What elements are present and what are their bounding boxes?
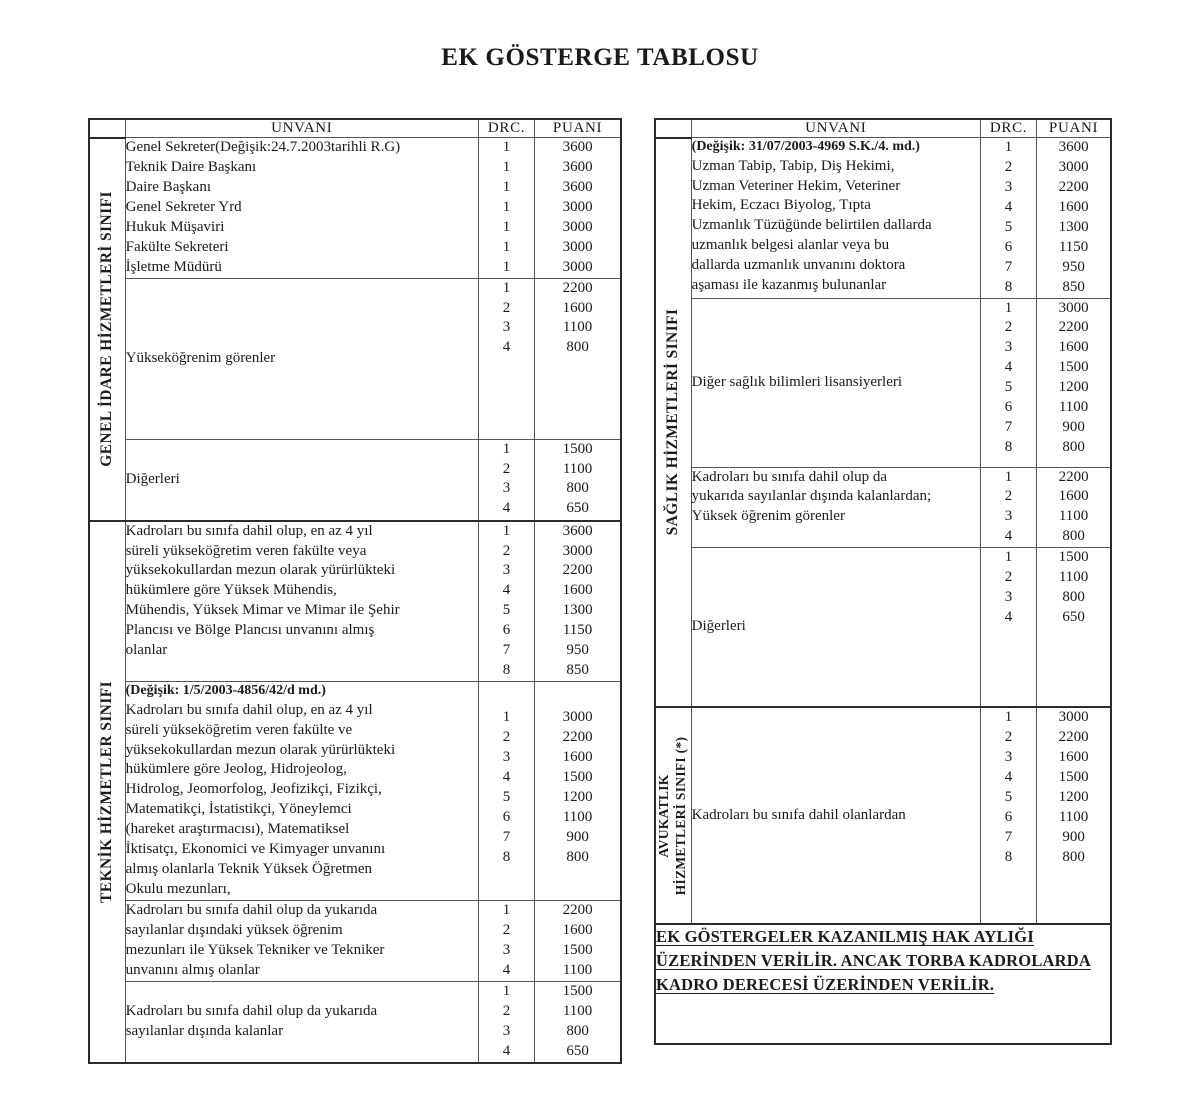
title-cell xyxy=(125,138,478,279)
table-row xyxy=(89,521,621,682)
points-value: 3000 xyxy=(562,258,593,275)
title-line: Kadroları bu sınıfa dahil olup, en az 4 yıl xyxy=(125,701,373,718)
title-cell xyxy=(691,467,980,548)
points-cell xyxy=(1037,467,1111,548)
title-cell xyxy=(691,298,980,467)
degree-value: 2 xyxy=(502,729,511,745)
points-value: 1100 xyxy=(562,460,593,477)
degree-value: 3 xyxy=(1004,589,1013,606)
title-line: Kadroları bu sınıfa dahil olup da xyxy=(691,468,888,485)
degree-value: 3 xyxy=(502,480,511,497)
class-label-text: TEKNİK HİZMETLER SINIFI xyxy=(98,680,116,903)
degree-value: 3 xyxy=(1004,178,1013,195)
title-line: Kadroları bu sınıfa dahil olup da yukarıda xyxy=(125,902,378,919)
points-value: 1200 xyxy=(1058,379,1089,396)
class-label-text: SAĞLIK HİZMETLERİ SINIFI xyxy=(664,309,682,536)
points-value: 900 xyxy=(1062,828,1085,845)
degree-cell xyxy=(478,278,534,439)
degree-cell xyxy=(478,521,534,682)
points-value: 950 xyxy=(1062,258,1085,275)
footer-note xyxy=(655,924,1111,1044)
degree-value: 5 xyxy=(1004,379,1013,396)
points-cell xyxy=(1037,138,1111,299)
page-title: EK GÖSTERGE TABLOSU xyxy=(441,44,759,71)
title-line: hükümlere göre Yüksek Mühendis, xyxy=(125,582,337,599)
points-value: 1100 xyxy=(562,808,593,825)
degree-cell xyxy=(478,901,534,982)
class-label-stack xyxy=(656,736,690,895)
points-value: 3000 xyxy=(562,198,593,215)
title-line: almış olanlarla Teknik Yüksek Öğretmen xyxy=(125,861,373,878)
degree-value: 7 xyxy=(1004,258,1013,275)
degree-cell xyxy=(980,548,1036,708)
degree-cell xyxy=(478,682,534,901)
degree-value: 8 xyxy=(1004,439,1013,456)
column-header-puani: PUANI xyxy=(535,119,621,138)
table-row xyxy=(655,467,1111,548)
degree-cell xyxy=(478,138,534,279)
points-value: 1600 xyxy=(562,921,593,938)
degree-value: 4 xyxy=(1004,359,1013,376)
title-line: mezunları ile Yüksek Tekniker ve Tekniker xyxy=(125,941,385,958)
points-value: 1150 xyxy=(1058,238,1089,255)
degree-value: 6 xyxy=(1004,238,1013,255)
points-cell xyxy=(1037,298,1111,467)
degree-value: 1 xyxy=(1004,549,1013,566)
table-row xyxy=(655,298,1111,467)
title-line: İşletme Müdürü xyxy=(125,258,222,275)
title-line: dallarda uzmanlık unvanını doktora xyxy=(691,257,906,274)
title-line: sayılanlar dışında kalanlar xyxy=(125,1022,284,1039)
table-row xyxy=(655,707,1111,924)
points-value: 800 xyxy=(566,480,589,497)
degree-value: 1 xyxy=(502,440,511,457)
points-value: 1500 xyxy=(562,440,593,457)
degree-value: 3 xyxy=(502,562,511,579)
points-value: 950 xyxy=(566,642,589,659)
degree-value: 1 xyxy=(502,902,511,919)
degree-value: 8 xyxy=(502,662,511,679)
points-cell xyxy=(535,901,621,982)
degree-value: 1 xyxy=(502,709,511,726)
table-row xyxy=(89,439,621,521)
degree-value: 2 xyxy=(502,460,511,477)
points-value: 1100 xyxy=(1058,399,1089,416)
table-header-row xyxy=(89,119,621,138)
title-line: Mühendis, Yüksek Mimar ve Mimar ile Şehir xyxy=(125,602,400,619)
title-line: Yükseköğrenim görenler xyxy=(125,349,276,366)
title-line: Hidrolog, Jeomorfolog, Jeofizikçi, Fizikçi, xyxy=(125,781,382,798)
degree-cell xyxy=(980,467,1036,548)
points-value: 650 xyxy=(566,1042,589,1059)
note-line: EK GÖSTERGELER KAZANILMIŞ HAK AYLIĞI xyxy=(656,927,1034,947)
points-value: 900 xyxy=(566,828,589,845)
class-label-avukatlik-hizmetleri xyxy=(655,707,691,924)
table-row xyxy=(89,278,621,439)
degree-value: 1 xyxy=(1004,709,1013,726)
degree-value: 7 xyxy=(502,828,511,845)
title-line: Diğerleri xyxy=(125,470,180,487)
degree-value: 3 xyxy=(502,319,511,336)
title-line: Kadroları bu sınıfa dahil olanlardan xyxy=(691,806,906,823)
degree-value: 1 xyxy=(1004,139,1013,155)
title-line: Teknik Daire Başkanı xyxy=(125,158,257,175)
title-line: Uzmanlık Tüzüğünde belirtilen dallarda xyxy=(691,217,932,234)
class-label-text: GENEL İDARE HİZMETLERİ SINIFI xyxy=(98,191,116,467)
points-value: 3000 xyxy=(562,709,593,726)
title-line: Kadroları bu sınıfa dahil olup da yukarıda xyxy=(125,1002,378,1019)
title-line: sayılanlar dışındaki yüksek öğrenim xyxy=(125,921,343,938)
degree-value: 2 xyxy=(502,1002,511,1019)
degree-cell xyxy=(478,981,534,1062)
title-cell xyxy=(691,138,980,299)
degree-value: 3 xyxy=(502,748,511,765)
title-line: süreli yükseköğretim veren fakülte veya xyxy=(125,542,367,559)
degree-cell xyxy=(980,138,1036,299)
header-spacer xyxy=(655,119,691,138)
title-line: Yüksek öğrenim görenler xyxy=(691,508,845,525)
degree-value: 4 xyxy=(1004,198,1013,215)
degree-value: 4 xyxy=(1004,528,1013,545)
points-value: 1300 xyxy=(1058,218,1089,235)
title-line: hükümlere göre Jeolog, Hidrojeolog, xyxy=(125,761,347,778)
title-cell xyxy=(125,682,478,901)
degree-value: 4 xyxy=(1004,769,1013,786)
title-line: Matematikçi, İstatistikçi, Yöneylemci xyxy=(125,801,352,818)
points-value: 1200 xyxy=(1058,789,1089,805)
degree-value: 7 xyxy=(1004,828,1013,845)
points-value: 1500 xyxy=(1058,549,1089,566)
points-value: 1100 xyxy=(1058,569,1089,586)
points-value: 650 xyxy=(566,500,589,517)
points-value: 800 xyxy=(1062,589,1085,606)
points-cell xyxy=(1037,548,1111,708)
points-value: 1600 xyxy=(1058,488,1089,505)
points-value: 1600 xyxy=(562,299,593,316)
degree-value: 1 xyxy=(502,522,511,539)
points-value: 2200 xyxy=(1058,319,1089,336)
title-line: olanlar xyxy=(125,642,168,659)
degree-value: 3 xyxy=(502,941,511,958)
degree-value: 2 xyxy=(1004,158,1013,175)
degree-value: 6 xyxy=(1004,399,1013,416)
title-line: Uzman Tabip, Tabip, Diş Hekimi, xyxy=(691,157,895,174)
points-value: 1100 xyxy=(562,319,593,336)
degree-value: 2 xyxy=(1004,729,1013,746)
header-spacer xyxy=(89,119,125,138)
title-line: Genel Sekreter(Değişik:24.7.2003tarihli R.G) xyxy=(125,139,401,155)
points-value: 1600 xyxy=(1058,339,1089,356)
title-line: Hukuk Müşaviri xyxy=(125,218,225,235)
title-line: Hekim, Eczacı Biyolog, Tıpta xyxy=(691,197,871,214)
title-cell xyxy=(125,521,478,682)
degree-value: 5 xyxy=(1004,218,1013,235)
points-cell xyxy=(535,439,621,521)
degree-value: 2 xyxy=(1004,488,1013,505)
degree-value: 2 xyxy=(1004,569,1013,586)
points-value: 2200 xyxy=(562,729,593,745)
degree-value: 8 xyxy=(1004,848,1013,865)
degree-value: 4 xyxy=(502,500,511,517)
points-value: 800 xyxy=(566,848,589,865)
column-header-drc: DRC. xyxy=(980,119,1036,138)
title-line: Fakülte Sekreteri xyxy=(125,238,229,255)
degree-value: 2 xyxy=(502,542,511,559)
points-value: 3600 xyxy=(562,139,593,155)
title-cell xyxy=(691,548,980,708)
points-value: 2200 xyxy=(1058,468,1089,485)
points-value: 3000 xyxy=(562,542,593,559)
points-value: 3000 xyxy=(1058,299,1089,316)
points-value: 1500 xyxy=(1058,359,1089,376)
degree-value: 8 xyxy=(502,848,511,865)
title-line: aşaması ile kazanmış bulunanlar xyxy=(691,277,887,294)
degree-value: 4 xyxy=(502,1042,511,1059)
degree-value: 2 xyxy=(502,299,511,316)
title-line: Plancısı ve Bölge Plancısı unvanını almış xyxy=(125,622,375,639)
degree-value: 7 xyxy=(502,642,511,659)
points-value: 650 xyxy=(1062,609,1085,626)
title-line: Kadroları bu sınıfa dahil olup, en az 4 yıl xyxy=(125,522,373,539)
points-value: 800 xyxy=(1062,439,1085,456)
degree-value: 6 xyxy=(502,622,511,639)
degree-value: 3 xyxy=(1004,339,1013,356)
points-value: 1600 xyxy=(562,748,593,765)
title-cell xyxy=(125,278,478,439)
degree-cell xyxy=(980,298,1036,467)
degree-value: 1 xyxy=(502,158,511,175)
degree-value: 7 xyxy=(1004,419,1013,436)
points-value: 1300 xyxy=(562,602,593,619)
table-header-row xyxy=(655,119,1111,138)
points-value: 1100 xyxy=(562,961,593,978)
degree-cell xyxy=(478,439,534,521)
degree-value: 3 xyxy=(1004,508,1013,525)
points-cell xyxy=(535,981,621,1062)
title-line: Diğerleri xyxy=(691,618,746,635)
points-value: 1150 xyxy=(562,622,593,639)
points-value: 1600 xyxy=(562,582,593,599)
points-value: 1500 xyxy=(562,941,593,958)
degree-value: 1 xyxy=(502,139,511,155)
title-line: unvanını almış olanlar xyxy=(125,961,260,978)
points-value: 1500 xyxy=(562,982,593,999)
title-cell xyxy=(125,901,478,982)
class-label-text: AVUKATLIK xyxy=(656,774,672,858)
degree-value: 4 xyxy=(502,339,511,356)
points-value: 800 xyxy=(566,339,589,356)
title-line: Okulu mezunları, xyxy=(125,881,231,898)
degree-value: 5 xyxy=(502,602,511,619)
points-cell xyxy=(535,682,621,901)
title-line: İktisatçı, Ekonomici ve Kimyager unvanını xyxy=(125,841,386,858)
degree-value: 4 xyxy=(1004,609,1013,626)
degree-value: 6 xyxy=(1004,808,1013,825)
note-line: ÜZERİNDEN VERİLİR. ANCAK TORBA KADROLARDA xyxy=(656,951,1091,971)
points-value: 850 xyxy=(566,662,589,679)
points-value: 900 xyxy=(1062,419,1085,436)
title-line: Uzman Veteriner Hekim, Veteriner xyxy=(691,177,901,194)
points-value: 1600 xyxy=(1058,198,1089,215)
points-value: 2200 xyxy=(1058,178,1089,195)
degree-value: 8 xyxy=(1004,278,1013,295)
points-value: 3000 xyxy=(1058,158,1089,175)
title-line: uzmanlık belgesi alanlar veya bu xyxy=(691,237,890,254)
column-header-unvani: UNVANI xyxy=(691,119,980,138)
points-value: 1100 xyxy=(562,1002,593,1019)
title-cell xyxy=(125,439,478,521)
degree-value: 2 xyxy=(1004,319,1013,336)
points-value: 1600 xyxy=(1058,749,1089,766)
left-pay-grade-table xyxy=(88,118,622,1064)
table-row xyxy=(89,901,621,982)
table-row xyxy=(655,138,1111,299)
points-value: 3600 xyxy=(1058,139,1089,155)
degree-value: 3 xyxy=(502,1022,511,1039)
degree-value: 1 xyxy=(502,198,511,215)
title-cell xyxy=(125,981,478,1062)
points-value: 2200 xyxy=(1058,729,1089,746)
degree-value: 1 xyxy=(502,178,511,195)
points-value: 1500 xyxy=(562,768,593,785)
points-value: 2200 xyxy=(562,902,593,919)
class-label-teknik-hizmetler xyxy=(89,521,125,1063)
title-line: Genel Sekreter Yrd xyxy=(125,198,242,215)
degree-value: 1 xyxy=(1004,299,1013,316)
class-label-text: HİZMETLERİ SINIFI (*) xyxy=(673,736,689,896)
table-row xyxy=(655,548,1111,708)
points-cell xyxy=(535,138,621,279)
points-cell xyxy=(1037,707,1111,924)
points-value: 800 xyxy=(1062,848,1085,865)
right-pay-grade-table xyxy=(654,118,1112,1045)
class-label-genel-idare xyxy=(89,138,125,521)
degree-value: 1 xyxy=(502,279,511,296)
points-value: 3600 xyxy=(562,522,593,539)
degree-value: 6 xyxy=(502,808,511,825)
points-value: 1200 xyxy=(562,788,593,805)
degree-value: 4 xyxy=(502,582,511,599)
title-line: Diğer sağlık bilimleri lisansiyerleri xyxy=(691,373,903,390)
title-line: yukarıda sayılanlar dışında kalanlardan; xyxy=(691,488,932,505)
degree-value: 5 xyxy=(1004,789,1013,805)
table-row xyxy=(655,924,1111,1044)
table-row xyxy=(89,682,621,901)
degree-cell xyxy=(980,707,1036,924)
points-value: 2200 xyxy=(562,279,593,296)
degree-value: 3 xyxy=(1004,749,1013,766)
points-cell xyxy=(535,278,621,439)
points-value: 3600 xyxy=(562,178,593,195)
points-value: 2200 xyxy=(562,562,593,579)
title-line: yüksekokullardan mezun olarak yürürlükteki xyxy=(125,562,396,579)
points-value: 3000 xyxy=(1058,709,1089,726)
points-value: 850 xyxy=(1062,278,1085,295)
points-value: 1100 xyxy=(1058,508,1089,525)
degree-value: 4 xyxy=(502,961,511,978)
column-header-drc: DRC. xyxy=(478,119,534,138)
title-line: (hareket araştırmacısı), Matematiksel xyxy=(125,821,350,838)
table-row xyxy=(89,138,621,279)
note-line: KADRO DERECESİ ÜZERİNDEN VERİLİR. xyxy=(656,975,995,995)
points-value: 3000 xyxy=(562,238,593,255)
points-value: 800 xyxy=(1062,528,1085,545)
degree-value: 2 xyxy=(502,921,511,938)
points-value: 1500 xyxy=(1058,769,1089,786)
title-line: süreli yükseköğretim veren fakülte ve xyxy=(125,721,353,738)
points-value: 1100 xyxy=(1058,808,1089,825)
title-cell xyxy=(691,707,980,924)
degree-value: 1 xyxy=(1004,468,1013,485)
title-line: Daire Başkanı xyxy=(125,178,212,195)
points-cell xyxy=(535,521,621,682)
degree-value: 5 xyxy=(502,788,511,805)
degree-value: 1 xyxy=(502,238,511,255)
degree-value: 1 xyxy=(502,258,511,275)
class-label-saglik-hizmetleri xyxy=(655,138,691,708)
points-value: 3000 xyxy=(562,218,593,235)
amendment-note: (Değişik: 1/5/2003-4856/42/d md.) xyxy=(125,683,326,699)
amendment-note: (Değişik: 31/07/2003-4969 S.K./4. md.) xyxy=(691,139,920,154)
table-row xyxy=(89,981,621,1062)
points-value: 800 xyxy=(566,1022,589,1039)
column-header-unvani: UNVANI xyxy=(125,119,478,138)
degree-value: 4 xyxy=(502,768,511,785)
degree-value: 1 xyxy=(502,982,511,999)
degree-value: 1 xyxy=(502,218,511,235)
column-header-puani: PUANI xyxy=(1037,119,1111,138)
title-line: yüksekokullardan mezun olarak yürürlükteki xyxy=(125,741,396,758)
points-value: 3600 xyxy=(562,158,593,175)
